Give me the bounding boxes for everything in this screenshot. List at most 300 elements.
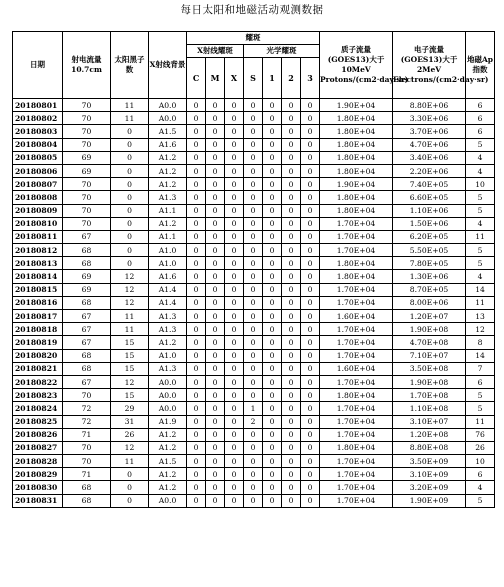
cell-class-c: 0 [187, 349, 206, 362]
cell-class-s: 0 [244, 455, 263, 468]
cell-xray-background: A1.1 [149, 230, 187, 243]
cell-sunspot-count: 0 [111, 204, 149, 217]
cell-class-c: 0 [187, 336, 206, 349]
cell-class-m: 0 [206, 217, 225, 230]
cell-class-2: 0 [282, 428, 301, 441]
cell-class-2: 0 [282, 362, 301, 375]
cell-sunspot-count: 12 [111, 296, 149, 309]
cell-ap-index: 4 [466, 270, 495, 283]
cell-class-3: 0 [301, 191, 320, 204]
cell-class-1: 0 [263, 402, 282, 415]
cell-class-x: 0 [225, 151, 244, 164]
cell-class-1: 0 [263, 362, 282, 375]
cell-radio-flux: 72 [63, 402, 111, 415]
cell-radio-flux: 68 [63, 349, 111, 362]
cell-class-m: 0 [206, 441, 225, 454]
cell-class-x: 0 [225, 362, 244, 375]
cell-electron-flux: 8.70E+05 [393, 283, 466, 296]
cell-ap-index: 5 [466, 389, 495, 402]
cell-class-c: 0 [187, 375, 206, 388]
table-row [13, 270, 495, 283]
cell-proton-flux: 1.70E+04 [320, 402, 393, 415]
table-row [13, 389, 495, 402]
cell-ap-index: 5 [466, 204, 495, 217]
cell-class-s: 0 [244, 349, 263, 362]
cell-sunspot-count: 0 [111, 257, 149, 270]
cell-class-2: 0 [282, 178, 301, 191]
cell-class-s: 0 [244, 323, 263, 336]
cell-radio-flux: 67 [63, 323, 111, 336]
cell-class-2: 0 [282, 468, 301, 481]
table-row [13, 244, 495, 257]
cell-class-c: 0 [187, 164, 206, 177]
cell-class-m: 0 [206, 244, 225, 257]
cell-class-m: 0 [206, 125, 225, 138]
table-row [13, 415, 495, 428]
cell-class-1: 0 [263, 428, 282, 441]
cell-xray-background: A1.2 [149, 217, 187, 230]
cell-class-c: 0 [187, 441, 206, 454]
cell-class-3: 0 [301, 99, 320, 112]
cell-ap-index: 8 [466, 336, 495, 349]
cell-sunspot-count: 0 [111, 125, 149, 138]
cell-radio-flux: 67 [63, 336, 111, 349]
cell-class-m: 0 [206, 257, 225, 270]
cell-class-1: 0 [263, 217, 282, 230]
cell-class-2: 0 [282, 112, 301, 125]
header-class-s: S [244, 58, 263, 99]
cell-class-2: 0 [282, 204, 301, 217]
table-row [13, 125, 495, 138]
header-class-x: X [225, 58, 244, 99]
cell-electron-flux: 8.80E+06 [393, 99, 466, 112]
cell-xray-background: A1.0 [149, 244, 187, 257]
cell-class-s: 0 [244, 441, 263, 454]
header-class-m: M [206, 58, 225, 99]
cell-class-c: 0 [187, 125, 206, 138]
cell-xray-background: A1.2 [149, 441, 187, 454]
cell-electron-flux: 7.40E+05 [393, 178, 466, 191]
cell-sunspot-count: 0 [111, 494, 149, 507]
cell-sunspot-count: 12 [111, 283, 149, 296]
cell-proton-flux: 1.80E+04 [320, 191, 393, 204]
cell-class-m: 0 [206, 455, 225, 468]
table-body [13, 99, 495, 508]
cell-class-1: 0 [263, 164, 282, 177]
cell-electron-flux: 3.50E+09 [393, 455, 466, 468]
table-row [13, 164, 495, 177]
cell-radio-flux: 70 [63, 112, 111, 125]
cell-class-3: 0 [301, 375, 320, 388]
cell-ap-index: 5 [466, 402, 495, 415]
cell-date: 20180804 [13, 138, 63, 151]
cell-class-s: 0 [244, 336, 263, 349]
cell-proton-flux: 1.80E+04 [320, 112, 393, 125]
cell-date: 20180826 [13, 428, 63, 441]
cell-electron-flux: 1.50E+06 [393, 217, 466, 230]
cell-class-2: 0 [282, 99, 301, 112]
cell-class-x: 0 [225, 415, 244, 428]
cell-class-m: 0 [206, 349, 225, 362]
table-row [13, 178, 495, 191]
cell-sunspot-count: 11 [111, 455, 149, 468]
cell-class-2: 0 [282, 310, 301, 323]
cell-class-x: 0 [225, 296, 244, 309]
cell-class-2: 0 [282, 455, 301, 468]
cell-ap-index: 11 [466, 296, 495, 309]
cell-xray-background: A0.0 [149, 494, 187, 507]
cell-proton-flux: 1.70E+04 [320, 468, 393, 481]
cell-class-1: 0 [263, 270, 282, 283]
table-row [13, 112, 495, 125]
cell-class-1: 0 [263, 296, 282, 309]
cell-class-3: 0 [301, 164, 320, 177]
cell-date: 20180805 [13, 151, 63, 164]
cell-radio-flux: 70 [63, 125, 111, 138]
cell-class-c: 0 [187, 455, 206, 468]
header-ap-index: 地磁Ap指数 [466, 32, 495, 99]
cell-class-s: 0 [244, 99, 263, 112]
cell-class-x: 0 [225, 191, 244, 204]
cell-date: 20180807 [13, 178, 63, 191]
cell-class-c: 0 [187, 389, 206, 402]
cell-ap-index: 4 [466, 481, 495, 494]
cell-proton-flux: 1.80E+04 [320, 138, 393, 151]
table-row [13, 217, 495, 230]
cell-class-x: 0 [225, 112, 244, 125]
cell-electron-flux: 3.50E+08 [393, 362, 466, 375]
cell-class-x: 0 [225, 138, 244, 151]
cell-class-s: 0 [244, 481, 263, 494]
cell-electron-flux: 6.60E+05 [393, 191, 466, 204]
cell-class-2: 0 [282, 402, 301, 415]
header-sunspot-count: 太阳黑子数 [111, 32, 149, 99]
cell-date: 20180820 [13, 349, 63, 362]
cell-class-1: 0 [263, 151, 282, 164]
cell-class-c: 0 [187, 191, 206, 204]
cell-sunspot-count: 31 [111, 415, 149, 428]
cell-radio-flux: 68 [63, 362, 111, 375]
cell-class-c: 0 [187, 217, 206, 230]
cell-class-m: 0 [206, 283, 225, 296]
cell-radio-flux: 68 [63, 257, 111, 270]
cell-class-x: 0 [225, 164, 244, 177]
cell-xray-background: A1.6 [149, 138, 187, 151]
cell-class-m: 0 [206, 138, 225, 151]
cell-class-c: 0 [187, 283, 206, 296]
cell-proton-flux: 1.70E+04 [320, 217, 393, 230]
header-class-3: 3 [301, 58, 320, 99]
cell-sunspot-count: 12 [111, 270, 149, 283]
header-proton-flux: 质子流量 (GOES13)大于 10MeV Protons/(cm2·day·sr) [320, 32, 393, 99]
cell-class-x: 0 [225, 349, 244, 362]
cell-proton-flux: 1.70E+04 [320, 336, 393, 349]
cell-class-c: 0 [187, 428, 206, 441]
cell-class-c: 0 [187, 362, 206, 375]
cell-class-m: 0 [206, 151, 225, 164]
cell-date: 20180803 [13, 125, 63, 138]
cell-class-1: 0 [263, 204, 282, 217]
cell-class-1: 0 [263, 441, 282, 454]
cell-sunspot-count: 15 [111, 362, 149, 375]
cell-class-x: 0 [225, 441, 244, 454]
header-class-1: 1 [263, 58, 282, 99]
cell-date: 20180802 [13, 112, 63, 125]
cell-proton-flux: 1.60E+04 [320, 310, 393, 323]
cell-class-c: 0 [187, 178, 206, 191]
cell-class-s: 0 [244, 296, 263, 309]
cell-electron-flux: 3.40E+06 [393, 151, 466, 164]
cell-electron-flux: 8.00E+06 [393, 296, 466, 309]
cell-class-1: 0 [263, 125, 282, 138]
cell-radio-flux: 68 [63, 481, 111, 494]
table-row [13, 151, 495, 164]
cell-ap-index: 76 [466, 428, 495, 441]
cell-class-2: 0 [282, 244, 301, 257]
cell-class-2: 0 [282, 441, 301, 454]
cell-class-m: 0 [206, 230, 225, 243]
cell-class-x: 0 [225, 99, 244, 112]
cell-ap-index: 4 [466, 164, 495, 177]
cell-class-3: 0 [301, 481, 320, 494]
cell-class-m: 0 [206, 310, 225, 323]
cell-class-2: 0 [282, 336, 301, 349]
cell-class-c: 0 [187, 204, 206, 217]
cell-electron-flux: 1.90E+08 [393, 375, 466, 388]
cell-class-x: 0 [225, 217, 244, 230]
cell-sunspot-count: 12 [111, 441, 149, 454]
header-class-2: 2 [282, 58, 301, 99]
cell-class-1: 0 [263, 349, 282, 362]
cell-xray-background: A1.2 [149, 151, 187, 164]
cell-sunspot-count: 12 [111, 375, 149, 388]
cell-class-2: 0 [282, 164, 301, 177]
cell-ap-index: 26 [466, 441, 495, 454]
table-row [13, 204, 495, 217]
cell-class-s: 0 [244, 270, 263, 283]
cell-class-c: 0 [187, 244, 206, 257]
cell-sunspot-count: 11 [111, 99, 149, 112]
cell-sunspot-count: 0 [111, 244, 149, 257]
cell-class-x: 0 [225, 494, 244, 507]
header-radio-flux: 射电流量 10.7cm [63, 32, 111, 99]
cell-class-m: 0 [206, 468, 225, 481]
cell-class-x: 0 [225, 323, 244, 336]
cell-radio-flux: 68 [63, 296, 111, 309]
cell-class-c: 0 [187, 296, 206, 309]
cell-sunspot-count: 0 [111, 164, 149, 177]
cell-class-1: 0 [263, 323, 282, 336]
table-row [13, 230, 495, 243]
cell-class-x: 0 [225, 283, 244, 296]
cell-ap-index: 14 [466, 283, 495, 296]
cell-proton-flux: 1.80E+04 [320, 204, 393, 217]
cell-date: 20180814 [13, 270, 63, 283]
cell-sunspot-count: 0 [111, 468, 149, 481]
cell-class-m: 0 [206, 402, 225, 415]
cell-class-s: 0 [244, 138, 263, 151]
cell-radio-flux: 71 [63, 428, 111, 441]
cell-date: 20180825 [13, 415, 63, 428]
header-xray-background: X射线背景 [149, 32, 187, 99]
cell-date: 20180829 [13, 468, 63, 481]
cell-class-2: 0 [282, 375, 301, 388]
cell-ap-index: 4 [466, 217, 495, 230]
cell-electron-flux: 1.90E+08 [393, 323, 466, 336]
cell-ap-index: 5 [466, 244, 495, 257]
cell-radio-flux: 69 [63, 270, 111, 283]
cell-class-c: 0 [187, 230, 206, 243]
cell-class-3: 0 [301, 441, 320, 454]
cell-ap-index: 6 [466, 99, 495, 112]
cell-class-x: 0 [225, 178, 244, 191]
cell-radio-flux: 68 [63, 244, 111, 257]
cell-electron-flux: 1.90E+09 [393, 494, 466, 507]
table-row [13, 323, 495, 336]
cell-electron-flux: 3.20E+09 [393, 481, 466, 494]
cell-class-m: 0 [206, 389, 225, 402]
cell-class-s: 0 [244, 310, 263, 323]
cell-class-m: 0 [206, 296, 225, 309]
cell-class-1: 0 [263, 257, 282, 270]
cell-class-x: 0 [225, 125, 244, 138]
cell-radio-flux: 70 [63, 441, 111, 454]
cell-sunspot-count: 0 [111, 151, 149, 164]
cell-class-s: 0 [244, 257, 263, 270]
cell-date: 20180815 [13, 283, 63, 296]
cell-class-s: 0 [244, 204, 263, 217]
cell-ap-index: 5 [466, 138, 495, 151]
cell-class-1: 0 [263, 244, 282, 257]
cell-class-3: 0 [301, 336, 320, 349]
table-row [13, 310, 495, 323]
cell-class-1: 0 [263, 481, 282, 494]
cell-proton-flux: 1.70E+04 [320, 481, 393, 494]
table-row [13, 283, 495, 296]
cell-xray-background: A1.2 [149, 468, 187, 481]
cell-proton-flux: 1.70E+04 [320, 323, 393, 336]
cell-electron-flux: 7.10E+07 [393, 349, 466, 362]
cell-class-c: 0 [187, 481, 206, 494]
cell-radio-flux: 71 [63, 468, 111, 481]
cell-date: 20180806 [13, 164, 63, 177]
cell-electron-flux: 1.70E+08 [393, 389, 466, 402]
cell-class-1: 0 [263, 283, 282, 296]
cell-electron-flux: 4.70E+06 [393, 138, 466, 151]
cell-xray-background: A1.2 [149, 428, 187, 441]
cell-class-c: 0 [187, 151, 206, 164]
cell-class-m: 0 [206, 191, 225, 204]
cell-ap-index: 7 [466, 362, 495, 375]
table-row [13, 428, 495, 441]
cell-date: 20180830 [13, 481, 63, 494]
cell-class-2: 0 [282, 283, 301, 296]
cell-xray-background: A1.5 [149, 455, 187, 468]
cell-class-3: 0 [301, 428, 320, 441]
cell-radio-flux: 68 [63, 494, 111, 507]
cell-radio-flux: 70 [63, 138, 111, 151]
cell-xray-background: A0.0 [149, 112, 187, 125]
cell-class-s: 0 [244, 283, 263, 296]
cell-date: 20180810 [13, 217, 63, 230]
cell-class-1: 0 [263, 389, 282, 402]
cell-class-m: 0 [206, 204, 225, 217]
cell-proton-flux: 1.70E+04 [320, 244, 393, 257]
cell-class-2: 0 [282, 257, 301, 270]
cell-class-1: 0 [263, 336, 282, 349]
observation-table [12, 31, 495, 508]
cell-class-3: 0 [301, 230, 320, 243]
header-date: 日期 [13, 32, 63, 99]
cell-proton-flux: 1.70E+04 [320, 494, 393, 507]
table-row [13, 362, 495, 375]
cell-class-s: 0 [244, 362, 263, 375]
cell-class-m: 0 [206, 323, 225, 336]
cell-class-1: 0 [263, 112, 282, 125]
cell-radio-flux: 67 [63, 375, 111, 388]
cell-radio-flux: 69 [63, 151, 111, 164]
cell-ap-index: 13 [466, 310, 495, 323]
cell-ap-index: 11 [466, 415, 495, 428]
cell-class-m: 0 [206, 415, 225, 428]
cell-class-3: 0 [301, 270, 320, 283]
cell-ap-index: 5 [466, 191, 495, 204]
table-row [13, 349, 495, 362]
cell-class-1: 0 [263, 178, 282, 191]
cell-class-s: 0 [244, 230, 263, 243]
cell-radio-flux: 70 [63, 178, 111, 191]
cell-date: 20180821 [13, 362, 63, 375]
cell-date: 20180831 [13, 494, 63, 507]
cell-class-m: 0 [206, 494, 225, 507]
cell-class-m: 0 [206, 164, 225, 177]
cell-class-m: 0 [206, 336, 225, 349]
cell-proton-flux: 1.70E+04 [320, 296, 393, 309]
cell-sunspot-count: 26 [111, 428, 149, 441]
cell-class-3: 0 [301, 455, 320, 468]
cell-ap-index: 5 [466, 494, 495, 507]
cell-class-2: 0 [282, 494, 301, 507]
cell-class-3: 0 [301, 138, 320, 151]
cell-sunspot-count: 11 [111, 310, 149, 323]
cell-sunspot-count: 15 [111, 389, 149, 402]
cell-class-3: 0 [301, 125, 320, 138]
cell-class-3: 0 [301, 389, 320, 402]
cell-class-s: 0 [244, 112, 263, 125]
cell-ap-index: 12 [466, 323, 495, 336]
cell-class-1: 0 [263, 455, 282, 468]
cell-class-x: 0 [225, 310, 244, 323]
cell-class-x: 0 [225, 428, 244, 441]
cell-class-3: 0 [301, 402, 320, 415]
header-flares: 耀斑 [187, 32, 320, 45]
cell-class-c: 0 [187, 99, 206, 112]
cell-proton-flux: 1.80E+04 [320, 125, 393, 138]
cell-xray-background: A1.2 [149, 336, 187, 349]
cell-class-3: 0 [301, 494, 320, 507]
cell-radio-flux: 70 [63, 99, 111, 112]
cell-ap-index: 10 [466, 455, 495, 468]
cell-class-3: 0 [301, 217, 320, 230]
cell-sunspot-count: 11 [111, 323, 149, 336]
cell-ap-index: 6 [466, 112, 495, 125]
cell-class-x: 0 [225, 481, 244, 494]
cell-class-2: 0 [282, 481, 301, 494]
table-row [13, 257, 495, 270]
cell-xray-background: A1.1 [149, 204, 187, 217]
cell-class-2: 0 [282, 349, 301, 362]
cell-class-2: 0 [282, 296, 301, 309]
